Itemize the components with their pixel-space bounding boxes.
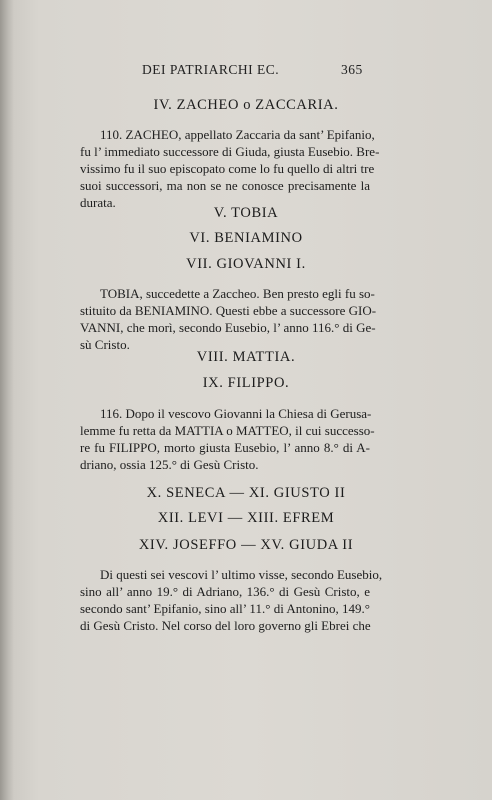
paragraph	[80, 405, 375, 473]
paragraph	[80, 566, 383, 634]
running-title: DEI PATRIARCHI EC.	[142, 62, 280, 77]
section-heading: VI. BENIAMINO	[189, 230, 303, 246]
text-line: Di questi sei vescovi l’ ultimo visse, secondo Eusebio,	[100, 567, 383, 582]
paragraph	[80, 126, 380, 211]
page-number: 365	[341, 62, 363, 77]
text-line: durata.	[80, 195, 116, 210]
section-heading: XIV. JOSEFFO — XV. GIUDA II	[138, 537, 354, 553]
section-heading: IX. FILIPPO.	[202, 375, 290, 391]
text-line: 110. ZACHEO, appellato Zaccaria da sant’ Epifanio,	[100, 127, 375, 142]
text-line: driano, ossia 125.° di Gesù Cristo.	[80, 457, 259, 472]
section-heading: IV. ZACHEO o ZACCARIA.	[153, 97, 339, 113]
paragraph	[80, 285, 377, 353]
text-line: suoi successori, ma non se ne conosce precisamente la	[80, 178, 370, 193]
section-heading: VII. GIOVANNI I.	[186, 256, 306, 272]
text-line: stituito da BENIAMINO. Questi ebbe a successore GIO-	[80, 303, 377, 318]
text-line: sino all’ anno 19.° di Adriano, 136.° di Gesù Cristo, e	[80, 584, 370, 599]
text-line: re fu FILIPPO, morto giusta Eusebio, l’ anno 8.° di A-	[80, 440, 370, 455]
text-line: fu l’ immediato successore di Giuda, giusta Eusebio. Bre-	[80, 144, 380, 159]
text-line: vissimo fu il suo episcopato come lo fu quello di altri tre	[80, 161, 375, 176]
text-line: lemme fu retta da MATTIA o MATTEO, il cui successo-	[80, 423, 375, 438]
text-line: TOBIA, succedette a Zaccheo. Ben presto egli fu so-	[100, 286, 375, 301]
section-heading: XII. LEVI — XIII. EFREM	[157, 510, 335, 526]
page-gutter-shadow	[0, 0, 14, 800]
section-heading: V. TOBIA	[213, 205, 279, 221]
text-line: secondo sant’ Epifanio, sino all’ 11.° di Antonino, 149.°	[80, 601, 370, 616]
text-line: 116. Dopo il vescovo Giovanni la Chiesa di Gerusa-	[100, 406, 372, 421]
text-line: di Gesù Cristo. Nel corso del loro governo gli Ebrei che	[80, 618, 371, 633]
running-header	[0, 62, 492, 82]
text-line: sù Cristo.	[80, 337, 130, 352]
text-line: VANNI, che morì, secondo Eusebio, l’ anno 116.° di Ge-	[80, 320, 376, 335]
section-heading: VIII. MATTIA.	[196, 349, 296, 365]
section-heading: X. SENECA — XI. GIUSTO II	[146, 485, 346, 501]
